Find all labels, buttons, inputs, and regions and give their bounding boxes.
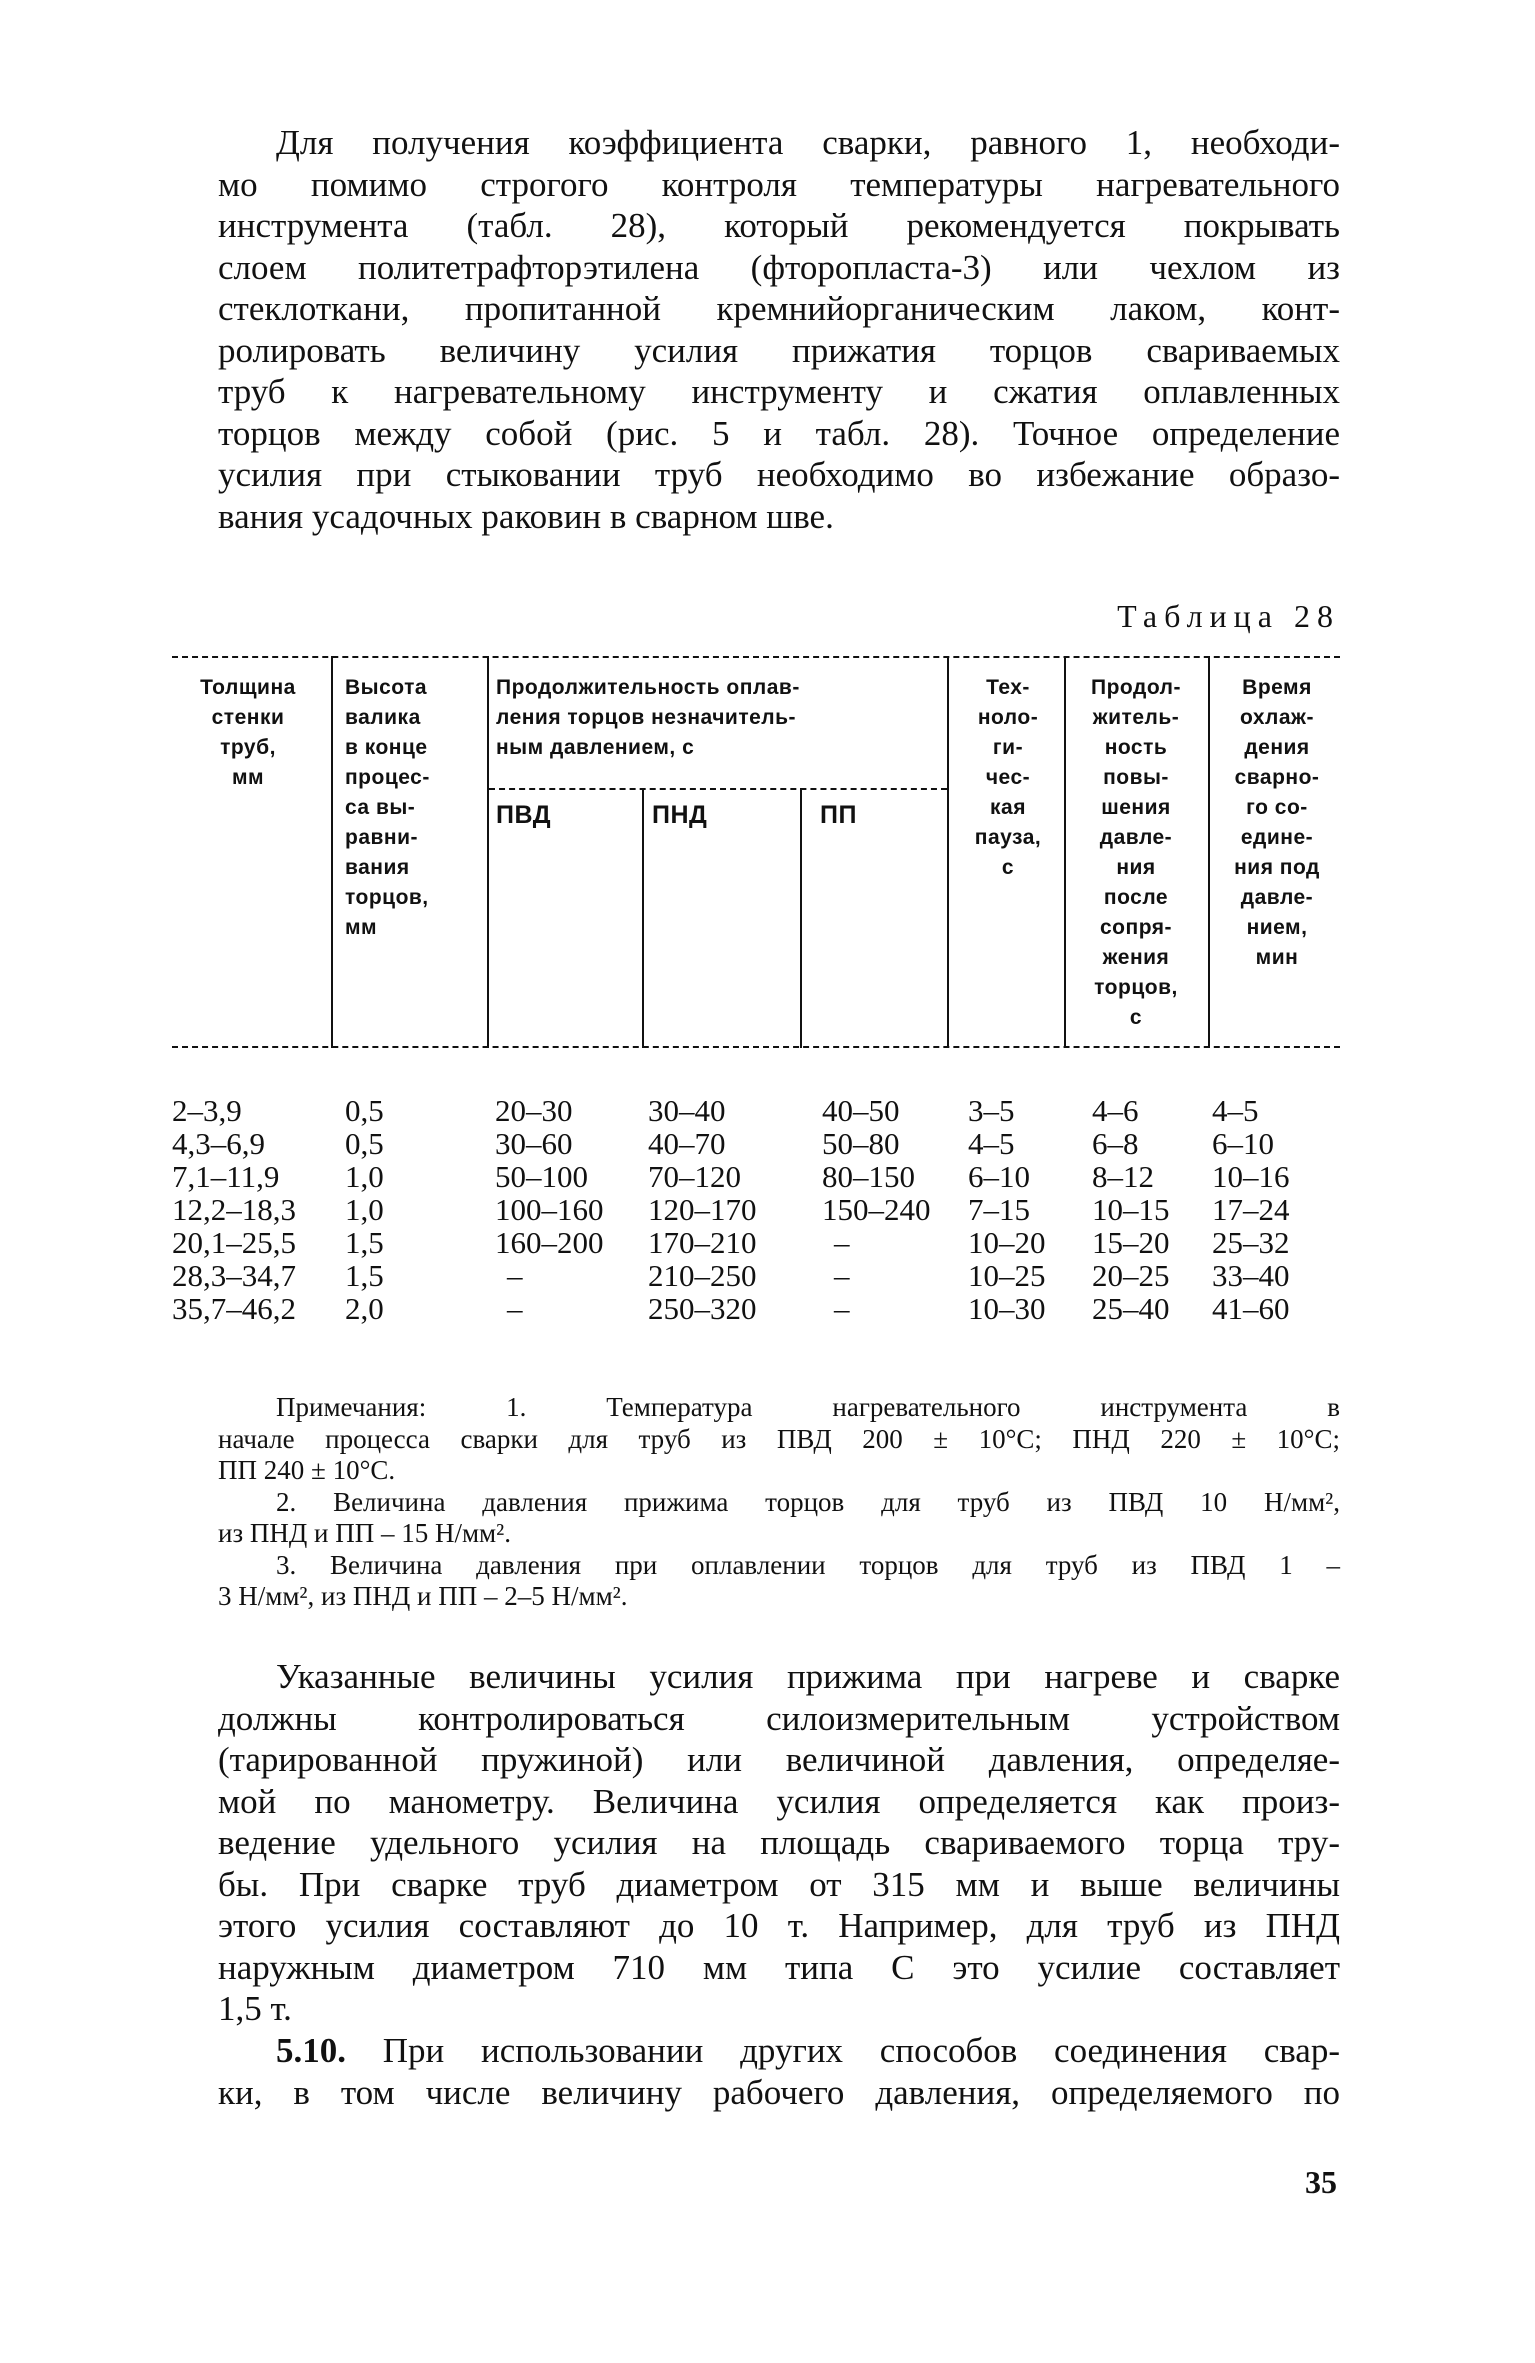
- note-line: из ПНД и ПП – 15 Н/мм².: [218, 1518, 511, 1548]
- table-cell: 2–3,9: [172, 1093, 242, 1128]
- text-line: слоем политетрафторэтилена (фторопласта-3) или чехлом из: [218, 247, 1340, 287]
- table-cell: 25–40: [1092, 1291, 1170, 1326]
- page-number: 35: [1305, 2164, 1337, 2200]
- table-cell: 0,5: [345, 1126, 384, 1161]
- table-cell: 170–210: [648, 1225, 757, 1260]
- table-cell: 10–15: [1092, 1192, 1170, 1227]
- table-cell: 1,0: [345, 1192, 384, 1227]
- table-row: [0, 1292, 1535, 1325]
- table-cell: 3–5: [968, 1093, 1015, 1128]
- text-line: труб к нагревательному инструменту и сжатия оплавленных: [218, 372, 1340, 411]
- table-cell: 20–25: [1092, 1258, 1170, 1293]
- table-col-divider: [800, 788, 802, 1048]
- table-col-divider: [1064, 656, 1066, 1048]
- table-cell: 15–20: [1092, 1225, 1170, 1260]
- table-cell: 2,0: [345, 1291, 384, 1326]
- section-number: 5.10.: [276, 2031, 346, 2070]
- text-line: мой по манометру. Величина усилия определяется как произ-: [218, 1781, 1340, 1821]
- table-col-divider: [642, 788, 644, 1048]
- header-bead-height: Высота валика в конце процес- са вы- равни- вания торцов, мм: [345, 676, 430, 939]
- table-cell: 25–32: [1212, 1225, 1290, 1260]
- table-cell: 12,2–18,3: [172, 1192, 296, 1227]
- note-line: Примечания: 1. Температура нагревательного инструмента в: [276, 1392, 1340, 1422]
- header-pp: ПП: [820, 801, 857, 829]
- table-cell: 150–240: [822, 1192, 931, 1227]
- table-cell: 250–320: [648, 1291, 757, 1326]
- table-cell: 40–50: [822, 1093, 900, 1128]
- table-cell: 4,3–6,9: [172, 1126, 265, 1161]
- table-row: [0, 1226, 1535, 1259]
- text-line: вания усадочных раковин в сварном шве.: [218, 496, 834, 536]
- table-cell: 50–100: [495, 1159, 588, 1194]
- header-pvd: ПВД: [496, 801, 552, 829]
- table-cell: 35,7–46,2: [172, 1291, 296, 1326]
- table-cell: 120–170: [648, 1192, 757, 1227]
- text-line: торцов между собой (рис. 5 и табл. 28). Точное определение: [218, 413, 1340, 453]
- table-cell: 20,1–25,5: [172, 1225, 296, 1260]
- text-line: ки, в том числе величину рабочего давления, определяемого по: [218, 2072, 1340, 2112]
- table-cell: 4–5: [968, 1126, 1015, 1161]
- table-row: [0, 1193, 1535, 1226]
- header-pressure-rise: Продол- житель- ность повы- шения давле- ния после сопря- жения торцов, с: [1091, 676, 1181, 1029]
- text-line: бы. При сварке труб диаметром от 315 мм и выше величины: [218, 1864, 1340, 1904]
- text-line: усилия при стыковании труб необходимо во избежание образо-: [218, 455, 1340, 494]
- table-col-divider: [947, 656, 949, 1048]
- text-line: мо помимо строгого контроля температуры нагревательного: [218, 164, 1340, 204]
- header-thickness: Толщина стенки труб, мм: [200, 676, 296, 789]
- table-cell: 40–70: [648, 1126, 726, 1161]
- header-pnd: ПНД: [652, 801, 708, 829]
- table-cell: 30–60: [495, 1126, 573, 1161]
- table-top-rule: [172, 656, 1340, 658]
- table-cell: 6–10: [968, 1159, 1030, 1194]
- table-cell: 33–40: [1212, 1258, 1290, 1293]
- note-line: 2. Величина давления прижима торцов для труб из ПВД 10 Н/мм²,: [276, 1486, 1340, 1517]
- table-col-divider: [487, 656, 489, 1048]
- table-cell: –: [507, 1258, 523, 1293]
- text-line: инструмента (табл. 28), который рекомендуется покрывать: [218, 206, 1340, 245]
- table-header-bottom-rule: [172, 1046, 1340, 1048]
- text-line: должны контролироваться силоизмерительным устройством: [218, 1698, 1340, 1738]
- table-col-divider: [1208, 656, 1210, 1048]
- text-line: стеклоткани, пропитанной кремнийорганическим лаком, конт-: [218, 289, 1340, 328]
- table-cell: 10–20: [968, 1225, 1046, 1260]
- table-cell: 7–15: [968, 1192, 1030, 1227]
- table-cell: 1,5: [345, 1225, 384, 1260]
- table-caption: Таблица 28: [1117, 598, 1340, 634]
- text-line: этого усилия составляют до 10 т. Например, для труб из ПНД: [218, 1906, 1340, 1945]
- table-cell: –: [834, 1291, 850, 1326]
- table-cell: –: [834, 1258, 850, 1293]
- table-cell: 10–16: [1212, 1159, 1290, 1194]
- table-cell: 8–12: [1092, 1159, 1154, 1194]
- table-cell: 100–160: [495, 1192, 604, 1227]
- table-cell: 6–8: [1092, 1126, 1139, 1161]
- header-pause: Тех- ноло- ги- чес- кая пауза, с: [974, 676, 1042, 879]
- paragraph-3: [218, 2030, 1340, 2113]
- table-cell: 30–40: [648, 1093, 726, 1128]
- paragraph-1: [218, 122, 1340, 537]
- table-cell: 41–60: [1212, 1291, 1290, 1326]
- table-col-divider: [331, 656, 333, 1048]
- table-cell: 1,0: [345, 1159, 384, 1194]
- table-row: [0, 1160, 1535, 1193]
- text-line: Для получения коэффициента сварки, равного 1, необходи-: [276, 123, 1340, 162]
- table-cell: 80–150: [822, 1159, 915, 1194]
- table-cell: 6–10: [1212, 1126, 1274, 1161]
- text-line: наружным диаметром 710 мм типа С это усилие составляет: [218, 1947, 1340, 1987]
- table-cell: 7,1–11,9: [172, 1159, 280, 1194]
- paragraph-2: [218, 1656, 1340, 2030]
- table-subheader-rule: [489, 788, 947, 790]
- table-cell: 17–24: [1212, 1192, 1290, 1227]
- table-row: [0, 1094, 1535, 1127]
- table-cell: 4–6: [1092, 1093, 1139, 1128]
- table-row: [0, 1259, 1535, 1292]
- table-cell: 50–80: [822, 1126, 900, 1161]
- table-row: [0, 1127, 1535, 1160]
- table-cell: 1,5: [345, 1258, 384, 1293]
- table-cell: 0,5: [345, 1093, 384, 1128]
- table-cell: 160–200: [495, 1225, 604, 1260]
- note-line: 3 Н/мм², из ПНД и ПП – 2–5 Н/мм².: [218, 1581, 628, 1611]
- text-line-content: При использовании других способов соединения свар-: [382, 2031, 1340, 2070]
- text-line: (тарированной пружиной) или величиной давления, определяе-: [218, 1740, 1340, 1779]
- note-line: ПП 240 ± 10°С.: [218, 1455, 396, 1485]
- table-cell: 210–250: [648, 1258, 757, 1293]
- table-cell: –: [507, 1291, 523, 1326]
- table-cell: 20–30: [495, 1093, 573, 1128]
- text-line: 1,5 т.: [218, 1989, 292, 2028]
- note-line: начале процесса сварки для труб из ПВД 200 ± 10°С; ПНД 220 ± 10°С;: [218, 1423, 1340, 1454]
- table-notes: [218, 1392, 1340, 1613]
- table-cell: 10–30: [968, 1291, 1046, 1326]
- text-line: [218, 2030, 1340, 2072]
- table-cell: 10–25: [968, 1258, 1046, 1293]
- text-line: ролировать величину усилия прижатия торцов свариваемых: [218, 330, 1340, 370]
- table-cell: 28,3–34,7: [172, 1258, 296, 1293]
- table-cell: 70–120: [648, 1159, 741, 1194]
- text-line: Указанные величины усилия прижима при нагреве и сварке: [276, 1657, 1340, 1696]
- header-cooling: Время охлаж- дения сварно- го со- едине- ния под давле- нием, мин: [1234, 676, 1320, 969]
- table-cell: 4–5: [1212, 1093, 1259, 1128]
- table-cell: –: [834, 1225, 850, 1260]
- text-line: ведение удельного усилия на площадь свариваемого торца тру-: [218, 1823, 1340, 1862]
- header-melt-duration: Продолжительность оплав- ления торцов незначитель- ным давлением, с: [496, 676, 800, 759]
- note-line: 3. Величина давления при оплавлении торцов для труб из ПВД 1 –: [276, 1549, 1340, 1580]
